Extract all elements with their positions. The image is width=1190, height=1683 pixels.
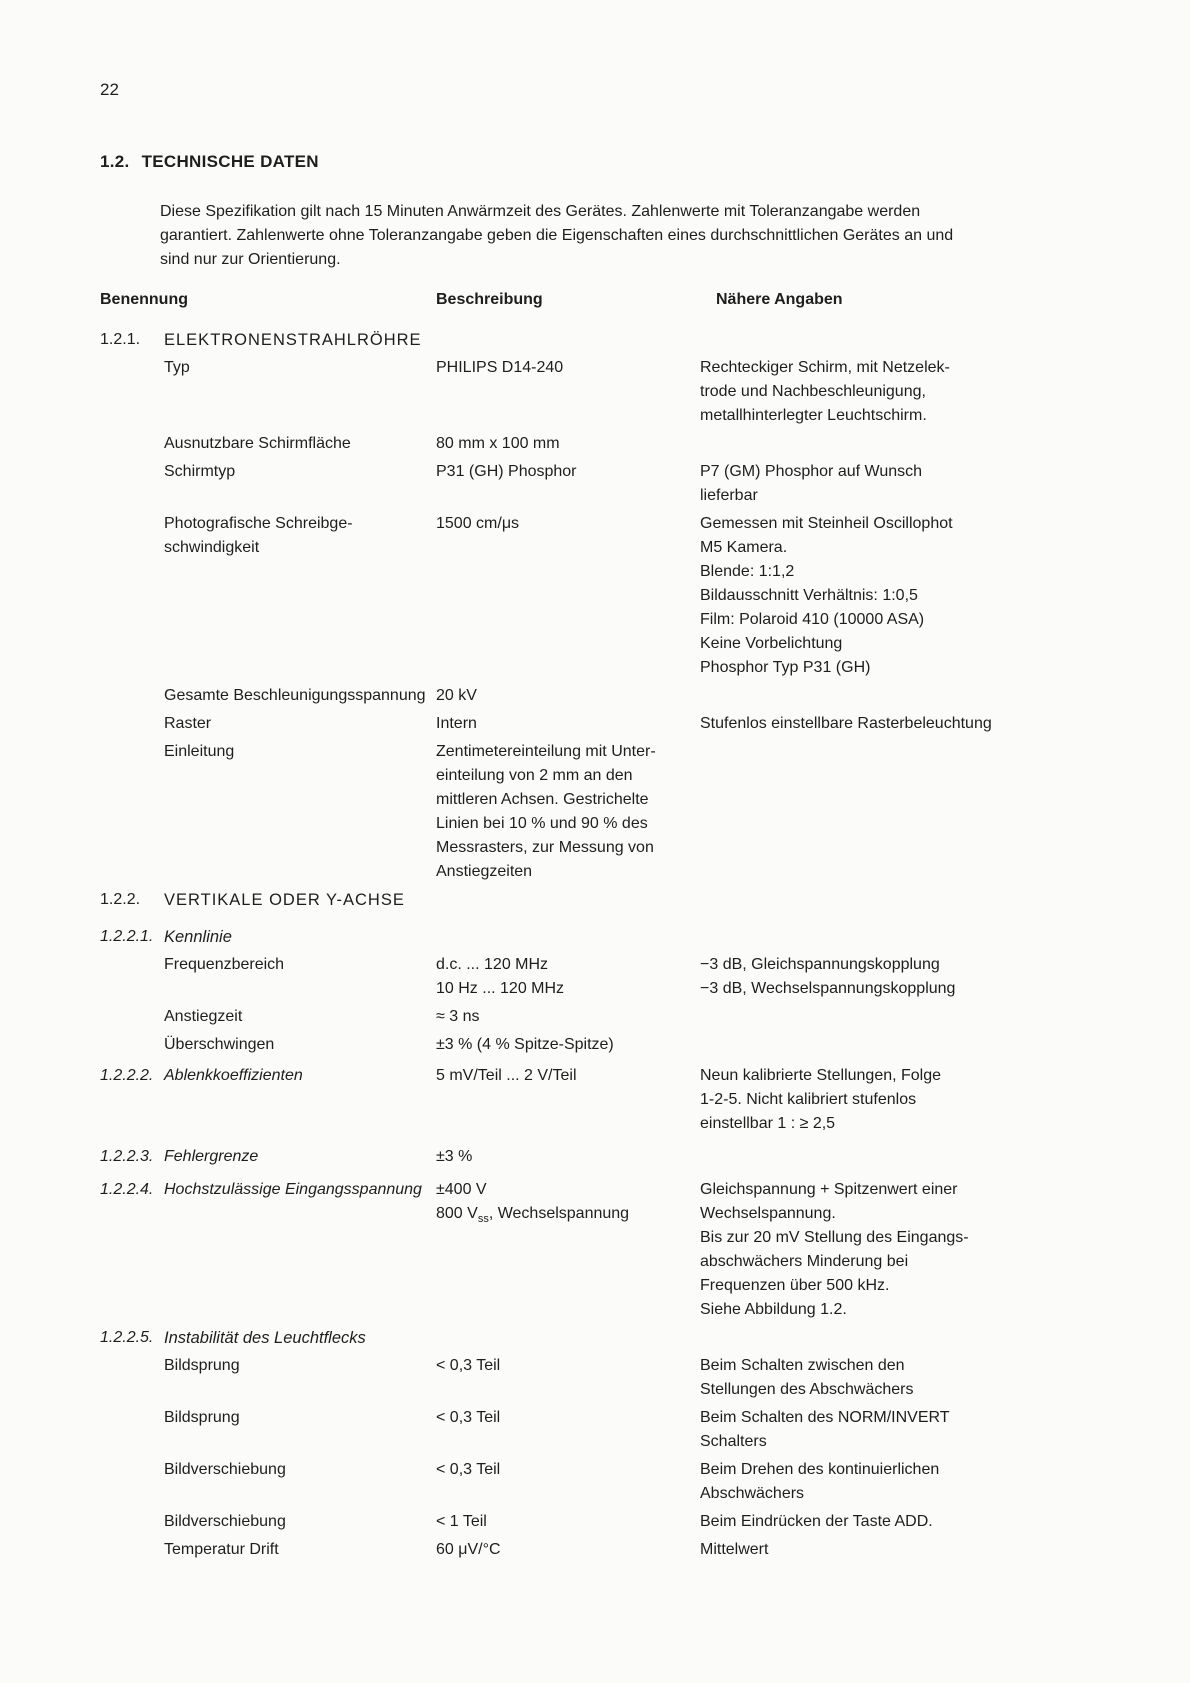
text-line: −3 dB, Wechselspannungskopplung bbox=[700, 980, 956, 997]
cell-number bbox=[100, 460, 164, 508]
text-segment: , Wechselspannung bbox=[488, 1205, 630, 1222]
cell-benennung bbox=[164, 740, 436, 884]
text-line: 1.2.2.4. bbox=[100, 1181, 154, 1198]
text-line: Stufenlos einstellbare Rasterbeleuchtung bbox=[700, 715, 992, 732]
cell-beschreibung bbox=[436, 1064, 700, 1136]
table-row-raster bbox=[100, 712, 1090, 736]
cell-beschreibung bbox=[436, 1005, 700, 1029]
table-row-frequenzbereich bbox=[100, 953, 1090, 1001]
text-line: Beim Schalten des NORM/INVERT bbox=[700, 1409, 950, 1426]
section-1-2-title: TECHNISCHE DATEN bbox=[141, 152, 319, 171]
cell-beschreibung bbox=[436, 1538, 700, 1562]
text-line: Linien bei 10 % und 90 % des bbox=[436, 815, 648, 832]
text-line: Typ bbox=[164, 359, 190, 376]
cell-benennung bbox=[164, 432, 436, 456]
text-line: 10 Hz ... 120 MHz bbox=[436, 980, 565, 997]
cell-benennung bbox=[164, 1406, 436, 1454]
text-line bbox=[436, 1202, 700, 1226]
text-line: 5 mV/Teil ... 2 V/Teil bbox=[436, 1067, 577, 1084]
section-title: VERTIKALE ODER Y-ACHSE bbox=[164, 891, 405, 909]
text-line: Diese Spezifikation gilt nach 15 Minuten Anwärmzeit des Gerätes. Zahlenwerte mit Toleranzangabe werden bbox=[160, 203, 921, 220]
cell-naehere-angaben bbox=[700, 1033, 1090, 1057]
cell-benennung bbox=[164, 1458, 436, 1506]
cell-benennung bbox=[164, 1145, 436, 1169]
text-line: Abschwächers bbox=[700, 1485, 805, 1502]
cell-number bbox=[100, 1178, 164, 1322]
text-line: d.c. ... 120 MHz bbox=[436, 956, 549, 973]
cell-benennung bbox=[164, 1354, 436, 1402]
text-line: trode und Nachbeschleunigung, bbox=[700, 383, 926, 400]
cell-naehere-angaben bbox=[700, 953, 1090, 1001]
text-line: Überschwingen bbox=[164, 1036, 275, 1053]
text-line: Neun kalibrierte Stellungen, Folge bbox=[700, 1067, 942, 1084]
text-line: P7 (GM) Phosphor auf Wunsch bbox=[700, 463, 923, 480]
text-line: < 0,3 Teil bbox=[436, 1461, 501, 1478]
section-number: 1.2.1. bbox=[100, 331, 141, 348]
cell-benennung bbox=[164, 512, 436, 680]
text-line: Ausnutzbare Schirmfläche bbox=[164, 435, 351, 452]
table-row-schreibgeschwindigkeit bbox=[100, 512, 1090, 680]
text-line: Hochstzulässige Eingangsspannung bbox=[164, 1181, 422, 1198]
text-line: Zentimetereinteilung mit Unter- bbox=[436, 743, 656, 760]
cell-beschreibung bbox=[436, 356, 700, 428]
table-row-bildsprung-1 bbox=[100, 1354, 1090, 1402]
text-line: Intern bbox=[436, 715, 477, 732]
text-segment: 800 V bbox=[436, 1205, 478, 1222]
text-line: Anstiegzeiten bbox=[436, 863, 533, 880]
text-line: Blende: 1:1,2 bbox=[700, 563, 795, 580]
cell-number bbox=[100, 356, 164, 428]
cell-number bbox=[100, 953, 164, 1001]
text-line: Rechteckiger Schirm, mit Netzelek- bbox=[700, 359, 950, 376]
text-line: einteilung von 2 mm an den bbox=[436, 767, 633, 784]
text-line: ≈ 3 ns bbox=[436, 1008, 480, 1025]
table-row-schirmtyp bbox=[100, 460, 1090, 508]
text-line: garantiert. Zahlenwerte ohne Toleranzangabe geben die Eigenschaften eines durchschnittlichen Gerätes an und bbox=[160, 227, 954, 244]
text-line: Gleichspannung + Spitzenwert einer bbox=[700, 1181, 958, 1198]
cell-beschreibung bbox=[436, 1458, 700, 1506]
page-number: 22 bbox=[100, 80, 119, 99]
text-line: < 1 Teil bbox=[436, 1513, 487, 1530]
cell-benennung bbox=[164, 953, 436, 1001]
cell-beschreibung bbox=[436, 684, 700, 708]
cell-number bbox=[100, 1033, 164, 1057]
table-row-anstiegzeit bbox=[100, 1005, 1090, 1029]
cell-number bbox=[100, 1406, 164, 1454]
text-line: Photografische Schreibge- bbox=[164, 515, 353, 532]
text-line: Gemessen mit Steinheil Oscillophot bbox=[700, 515, 953, 532]
cell-beschreibung bbox=[436, 1145, 700, 1169]
text-line: Schirmtyp bbox=[164, 463, 236, 480]
cell-beschreibung bbox=[436, 740, 700, 884]
text-line: 80 mm x 100 mm bbox=[436, 435, 560, 452]
cell-naehere-angaben bbox=[700, 712, 1090, 736]
cell-benennung bbox=[164, 1005, 436, 1029]
text-line: Phosphor Typ P31 (GH) bbox=[700, 659, 871, 676]
cell-number bbox=[100, 1538, 164, 1562]
cell-naehere-angaben bbox=[700, 356, 1090, 428]
text-line: Bildsprung bbox=[164, 1409, 240, 1426]
text-line: Anstiegzeit bbox=[164, 1008, 243, 1025]
cell-benennung bbox=[164, 356, 436, 428]
table-row-typ bbox=[100, 356, 1090, 428]
cell-beschreibung bbox=[436, 460, 700, 508]
text-line: −3 dB, Gleichspannungskopplung bbox=[700, 956, 940, 973]
text-line: Schalters bbox=[700, 1433, 767, 1450]
text-line: Temperatur Drift bbox=[164, 1541, 279, 1558]
text-line: Ablenkkoeffizienten bbox=[164, 1067, 303, 1084]
cell-naehere-angaben bbox=[700, 740, 1090, 884]
text-line: einstellbar 1 : ≥ 2,5 bbox=[700, 1115, 836, 1132]
cell-number bbox=[100, 712, 164, 736]
column-header-naehere-angaben: Nähere Angaben bbox=[716, 291, 843, 308]
text-line: 20 kV bbox=[436, 687, 477, 704]
table-row-ablenkkoeffizienten bbox=[100, 1064, 1090, 1136]
cell-naehere-angaben bbox=[700, 1458, 1090, 1506]
column-header-beschreibung: Beschreibung bbox=[436, 291, 543, 308]
text-line: PHILIPS D14-240 bbox=[436, 359, 564, 376]
cell-number bbox=[100, 1064, 164, 1136]
cell-benennung bbox=[164, 712, 436, 736]
text-line: ±400 V bbox=[436, 1181, 487, 1198]
intro-paragraph bbox=[160, 200, 1090, 272]
cell-benennung bbox=[164, 1178, 436, 1322]
text-line: < 0,3 Teil bbox=[436, 1357, 501, 1374]
text-line: 1.2.2.2. bbox=[100, 1067, 154, 1084]
text-line: ±3 % bbox=[436, 1148, 473, 1165]
cell-number bbox=[100, 1354, 164, 1402]
cell-naehere-angaben bbox=[700, 1538, 1090, 1562]
cell-benennung bbox=[164, 1510, 436, 1534]
section-title: Kennlinie bbox=[164, 928, 232, 946]
text-line: abschwächers Minderung bei bbox=[700, 1253, 909, 1270]
text-line: Frequenzbereich bbox=[164, 956, 285, 973]
cell-benennung bbox=[164, 460, 436, 508]
cell-number bbox=[100, 684, 164, 708]
cell-beschreibung bbox=[436, 712, 700, 736]
text-line: Beim Schalten zwischen den bbox=[700, 1357, 905, 1374]
section-1-2-2-1-heading bbox=[100, 925, 1090, 949]
text-line: Einleitung bbox=[164, 743, 235, 760]
table-row-schirmflaeche bbox=[100, 432, 1090, 456]
text-line: M5 Kamera. bbox=[700, 539, 788, 556]
text-line: Stellungen des Abschwächers bbox=[700, 1381, 914, 1398]
cell-number bbox=[100, 1510, 164, 1534]
cell-beschreibung bbox=[436, 1510, 700, 1534]
text-line: Fehlergrenze bbox=[164, 1148, 259, 1165]
text-line: Bildverschiebung bbox=[164, 1461, 286, 1478]
section-title: ELEKTRONENSTRAHLRÖHRE bbox=[164, 331, 422, 349]
table-row-eingangsspannung bbox=[100, 1178, 1090, 1322]
cell-naehere-angaben bbox=[700, 684, 1090, 708]
cell-beschreibung bbox=[436, 1354, 700, 1402]
subscript-ss: ss bbox=[477, 1213, 489, 1226]
text-line: mittleren Achsen. Gestrichelte bbox=[436, 791, 649, 808]
text-line: Beim Eindrücken der Taste ADD. bbox=[700, 1513, 933, 1530]
cell-number bbox=[100, 432, 164, 456]
cell-number bbox=[100, 1145, 164, 1169]
cell-naehere-angaben bbox=[700, 460, 1090, 508]
section-number: 1.2.2. bbox=[100, 891, 141, 908]
section-1-2-1-heading bbox=[100, 328, 1090, 352]
cell-naehere-angaben bbox=[700, 432, 1090, 456]
text-line: Bildverschiebung bbox=[164, 1513, 286, 1530]
cell-benennung bbox=[164, 684, 436, 708]
cell-naehere-angaben bbox=[700, 1406, 1090, 1454]
text-line: 1.2.2.3. bbox=[100, 1148, 154, 1165]
cell-benennung bbox=[164, 1064, 436, 1136]
table-row-beschleunigungsspannung bbox=[100, 684, 1090, 708]
text-line: Bildausschnitt Verhältnis: 1:0,5 bbox=[700, 587, 918, 604]
text-line: Bildsprung bbox=[164, 1357, 240, 1374]
cell-beschreibung bbox=[436, 512, 700, 680]
table-row-bildverschiebung-2 bbox=[100, 1510, 1090, 1534]
section-number: 1.2.2.1. bbox=[100, 928, 154, 945]
cell-benennung bbox=[164, 1033, 436, 1057]
section-1-2-heading bbox=[100, 152, 1090, 172]
text-line: Film: Polaroid 410 (10000 ASA) bbox=[700, 611, 925, 628]
section-number: 1.2.2.5. bbox=[100, 1329, 154, 1346]
cell-beschreibung bbox=[436, 953, 700, 1001]
text-line: < 0,3 Teil bbox=[436, 1409, 501, 1426]
cell-benennung bbox=[164, 1538, 436, 1562]
text-line: Messrasters, zur Messung von bbox=[436, 839, 654, 856]
table-row-einleitung bbox=[100, 740, 1090, 884]
text-line: lieferbar bbox=[700, 487, 758, 504]
table-column-headers bbox=[100, 288, 1090, 312]
cell-number bbox=[100, 740, 164, 884]
text-line: 1-2-5. Nicht kalibriert stufenlos bbox=[700, 1091, 917, 1108]
table-row-fehlergrenze bbox=[100, 1145, 1090, 1169]
text-line: 60 μV/°C bbox=[436, 1541, 501, 1558]
text-line: schwindigkeit bbox=[164, 539, 260, 556]
table-row-bildsprung-2 bbox=[100, 1406, 1090, 1454]
text-line: Wechselspannung. bbox=[700, 1205, 836, 1222]
text-line: metallhinterlegter Leuchtschirm. bbox=[700, 407, 927, 424]
cell-naehere-angaben bbox=[700, 1354, 1090, 1402]
cell-naehere-angaben bbox=[700, 512, 1090, 680]
cell-number bbox=[100, 1005, 164, 1029]
text-line: Keine Vorbelichtung bbox=[700, 635, 843, 652]
section-1-2-number: 1.2. bbox=[100, 152, 130, 171]
text-line: Beim Drehen des kontinuierlichen bbox=[700, 1461, 940, 1478]
cell-beschreibung bbox=[436, 1033, 700, 1057]
table-row-ueberschwingen bbox=[100, 1033, 1090, 1057]
table-row-temperatur-drift bbox=[100, 1538, 1090, 1562]
text-line: Frequenzen über 500 kHz. bbox=[700, 1277, 890, 1294]
section-1-2-2-heading bbox=[100, 888, 1090, 912]
column-header-benennung: Benennung bbox=[100, 291, 188, 308]
cell-number bbox=[100, 512, 164, 680]
text-line: P31 (GH) Phosphor bbox=[436, 463, 577, 480]
cell-naehere-angaben bbox=[700, 1145, 1090, 1169]
text-line: Siehe Abbildung 1.2. bbox=[700, 1301, 847, 1318]
text-line: Raster bbox=[164, 715, 212, 732]
cell-naehere-angaben bbox=[700, 1064, 1090, 1136]
text-line: Gesamte Beschleunigungsspannung bbox=[164, 687, 426, 704]
cell-beschreibung bbox=[436, 1406, 700, 1454]
cell-naehere-angaben bbox=[700, 1178, 1090, 1322]
cell-naehere-angaben bbox=[700, 1510, 1090, 1534]
cell-beschreibung bbox=[436, 1178, 700, 1322]
table-row-bildverschiebung-1 bbox=[100, 1458, 1090, 1506]
text-line: Bis zur 20 mV Stellung des Eingangs- bbox=[700, 1229, 969, 1246]
text-line: ±3 % (4 % Spitze-Spitze) bbox=[436, 1036, 614, 1053]
text-line: Mittelwert bbox=[700, 1541, 769, 1558]
text-line: 1500 cm/μs bbox=[436, 515, 520, 532]
cell-beschreibung bbox=[436, 432, 700, 456]
section-1-2-2-5-heading bbox=[100, 1326, 1090, 1350]
text-line: sind nur zur Orientierung. bbox=[160, 251, 341, 268]
section-title: Instabilität des Leuchtflecks bbox=[164, 1329, 366, 1347]
cell-naehere-angaben bbox=[700, 1005, 1090, 1029]
cell-number bbox=[100, 1458, 164, 1506]
